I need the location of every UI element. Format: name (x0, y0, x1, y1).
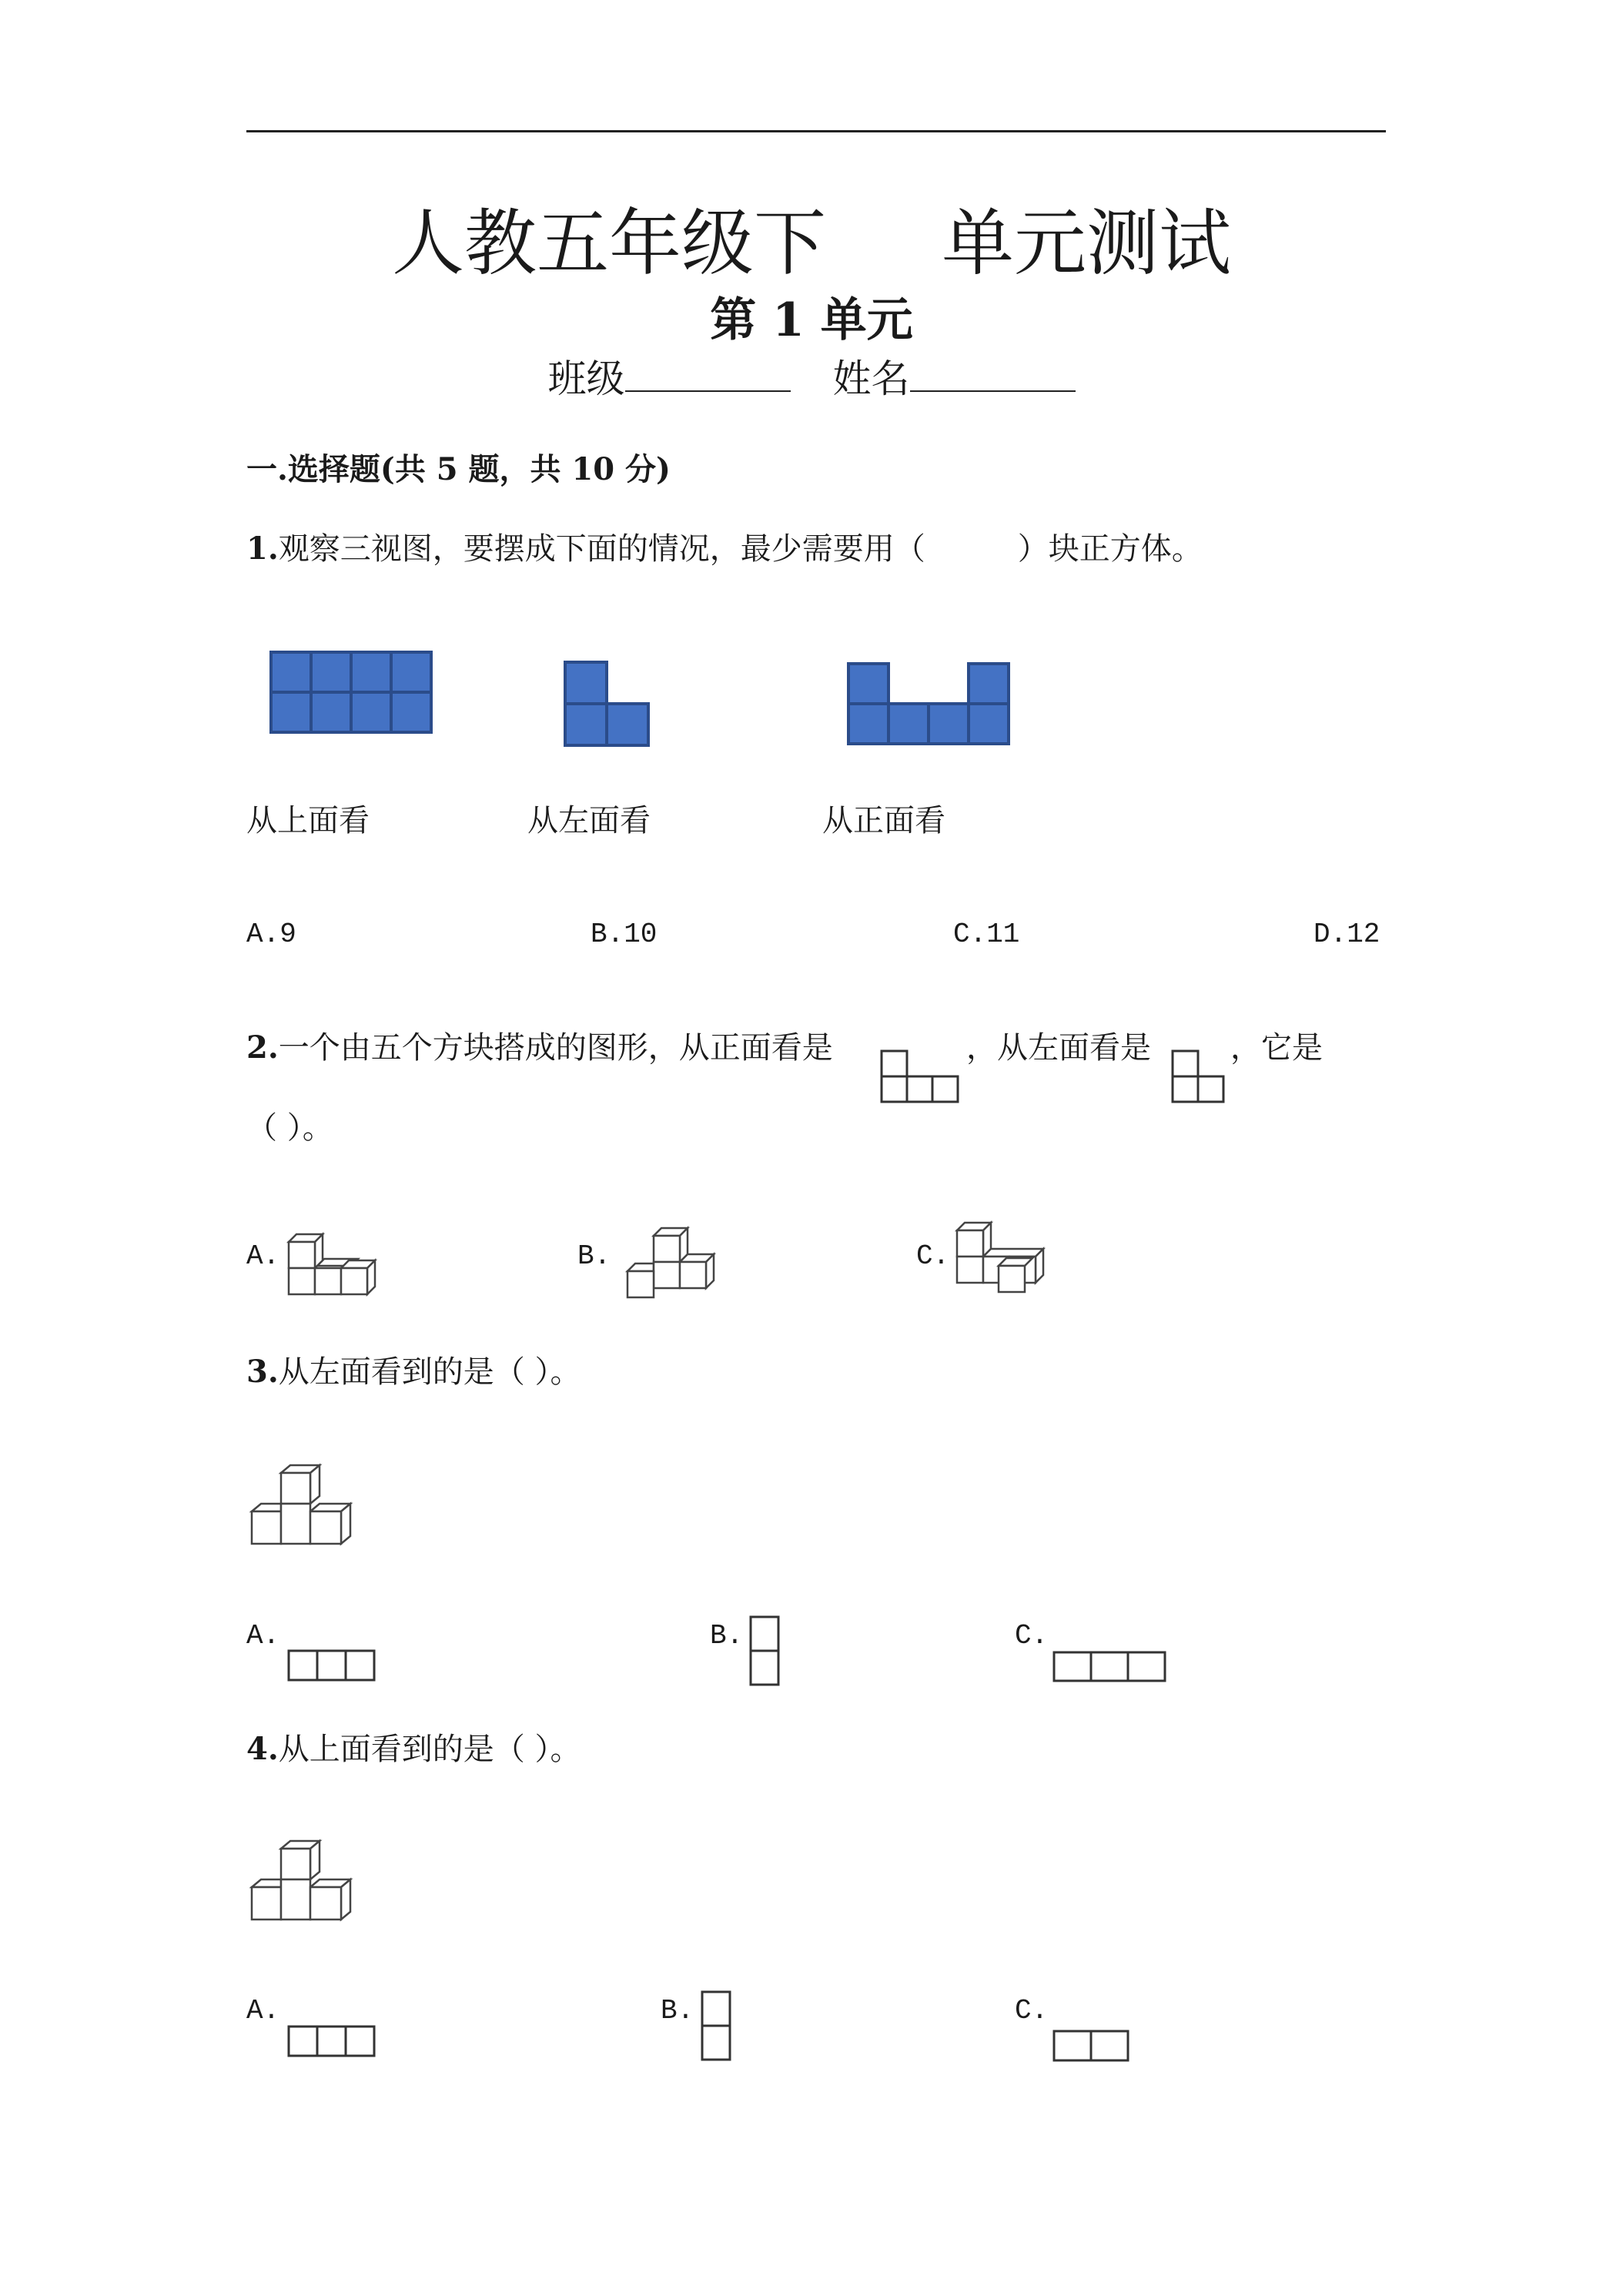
question-text: 从上面看到的是（ ）。 (278, 1732, 581, 1767)
question-4 (246, 1730, 581, 1769)
q4-option-a[interactable]: A. (246, 1995, 280, 2027)
left-view-figure (564, 661, 650, 745)
q4-option-a-view (287, 2025, 376, 2057)
section-heading: 一.选择题(共 5 题，共 10 分) (246, 451, 671, 487)
page-title (0, 202, 1623, 286)
name-label: 姓名 (832, 356, 910, 401)
q4-option-c[interactable]: C. (1015, 1995, 1049, 2027)
name-blank[interactable] (910, 355, 1076, 392)
top-rule (246, 130, 1386, 132)
q3-option-c[interactable]: C. (1015, 1620, 1049, 1652)
view-label-front: 从正面看 (822, 803, 945, 838)
question-2-line2[interactable]: （ ）。 (246, 1110, 333, 1146)
unit-subtitle: 第 1 单元 (710, 293, 913, 347)
q4-option-b[interactable]: B. (661, 1995, 694, 2027)
title-left: 人教五年级下 (391, 202, 826, 286)
class-label: 班级 (547, 356, 625, 401)
q2-option-b-cubes (616, 1226, 724, 1312)
title-right: 单元测试 (942, 202, 1232, 286)
question-text: 观察三视图，要摆成下面的情况，最少需要用（ (278, 531, 925, 567)
q2-option-c-cubes (955, 1220, 1062, 1313)
student-info-line (0, 354, 1623, 403)
q2-option-b[interactable]: B. (577, 1240, 611, 1272)
question-text-a: 一个由五个方块搭成的图形，从正面看是 (278, 1030, 833, 1066)
q4-option-c-view (1052, 2030, 1133, 2062)
q1-option-d[interactable]: D.12 (1313, 919, 1380, 950)
question-2-end: ，它是 (1230, 1030, 1323, 1066)
question-2 (246, 1029, 833, 1067)
question-text: 从左面看到的是（ ）。 (278, 1354, 581, 1390)
top-view-figure (269, 651, 433, 734)
question-number: 4. (246, 1731, 279, 1767)
q2-option-a[interactable]: A. (246, 1240, 280, 1272)
view-label-top: 从上面看 (246, 803, 370, 838)
view-label-left: 从左面看 (527, 803, 651, 838)
q3-option-a[interactable]: A. (246, 1620, 280, 1652)
q2-left-view-figure (1171, 1049, 1226, 1103)
q4-cube-figure (248, 1839, 356, 1940)
q3-cube-figure (248, 1463, 356, 1565)
question-3 (246, 1353, 581, 1391)
q3-option-a-view (287, 1649, 376, 1682)
q1-option-b[interactable]: B.10 (591, 919, 658, 950)
question-1 (246, 530, 1203, 568)
question-2-mid: ，从左面看是 (966, 1030, 1151, 1066)
q3-option-b-view (749, 1615, 781, 1686)
q2-option-c[interactable]: C. (916, 1240, 950, 1272)
q2-option-a-cubes (286, 1232, 383, 1313)
question-number: 2. (246, 1029, 279, 1066)
q1-option-c[interactable]: C.11 (953, 919, 1020, 950)
class-blank[interactable] (625, 355, 791, 392)
question-text-end: ）块正方体。 (1017, 531, 1203, 567)
q3-option-c-view (1052, 1651, 1170, 1683)
front-view-figure (847, 662, 1010, 745)
question-number: 3. (246, 1354, 279, 1390)
q1-option-a[interactable]: A.9 (246, 919, 296, 950)
question-number: 1. (246, 530, 279, 567)
q4-option-b-view (701, 1990, 733, 2061)
q3-option-b[interactable]: B. (710, 1620, 744, 1652)
q2-front-view-figure (880, 1049, 960, 1103)
